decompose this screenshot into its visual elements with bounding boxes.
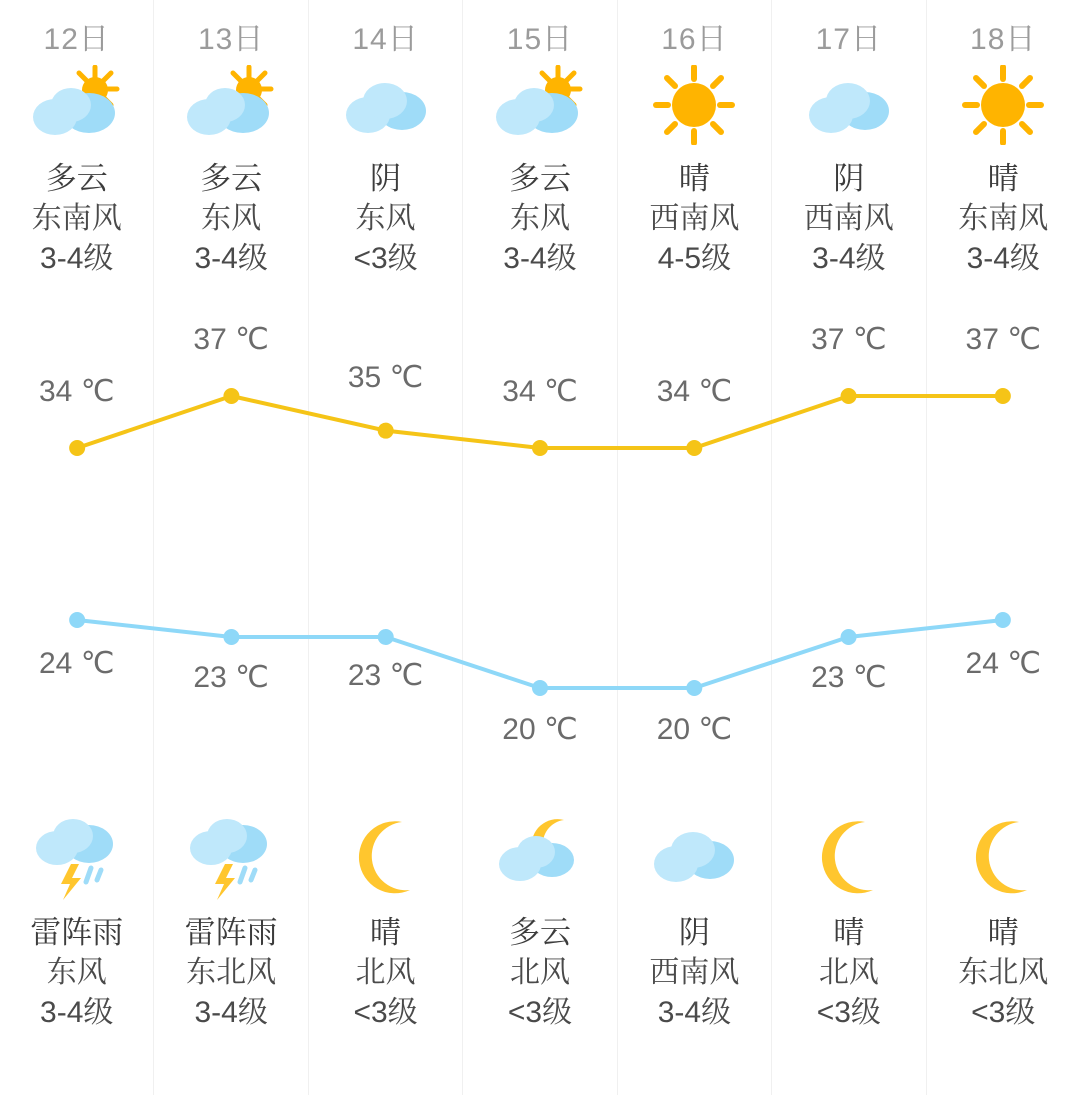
forecast-column[interactable] (463, 0, 617, 1095)
low-temp-label: 23 ℃ (347, 659, 424, 692)
night-wind: 东风 (46, 956, 107, 990)
forecast-column[interactable] (0, 0, 154, 1095)
night-description (0, 912, 153, 1033)
low-temp-label: 20 ℃ (502, 713, 578, 746)
high-temp-label: 37 ℃ (193, 323, 269, 356)
forecast-column[interactable] (618, 0, 772, 1095)
day-label: 15日 (506, 23, 574, 56)
night-weather-icon-moon-icon (927, 812, 1080, 902)
day-wind: 东南风 (31, 202, 122, 236)
night-wind: 北风 (509, 956, 570, 990)
day-weather-icon-sun-behind-cloud-icon (463, 62, 616, 148)
day-wind-level: 3-4级 (966, 242, 1040, 276)
day-weather-icon-sun-behind-cloud-icon (0, 62, 153, 148)
forecast-column[interactable] (154, 0, 308, 1095)
day-wind-level: 3-4级 (40, 242, 114, 276)
night-wind: 东北风 (186, 956, 277, 990)
low-temp-label: 24 ℃ (965, 647, 1041, 680)
day-condition: 多云 (45, 161, 108, 196)
day-wind-level: 3-4级 (812, 242, 886, 276)
day-wind: 东风 (509, 202, 570, 236)
high-temp-label: 34 ℃ (502, 375, 578, 408)
day-condition: 晴 (987, 161, 1019, 196)
night-wind: 北风 (818, 956, 879, 990)
night-weather-icon-moon-behind-cloud-icon (463, 812, 616, 902)
night-condition: 晴 (833, 915, 865, 950)
day-label: 17日 (815, 23, 882, 56)
high-temp-label: 34 ℃ (656, 375, 733, 408)
low-temp-label: 20 ℃ (656, 713, 733, 746)
low-temp-label: 23 ℃ (193, 661, 269, 694)
day-weather-icon-sun-icon (927, 62, 1080, 148)
night-weather-icon-cloud-icon (618, 812, 771, 902)
night-condition: 晴 (370, 915, 402, 950)
forecast-column[interactable] (772, 0, 926, 1095)
night-wind-level: <3级 (971, 996, 1036, 1030)
night-condition: 雷阵雨 (184, 915, 278, 950)
high-temp-label: 37 ℃ (965, 323, 1041, 356)
day-weather-icon-cloud-icon (309, 62, 462, 148)
night-description (463, 912, 616, 1033)
day-condition: 阴 (370, 161, 402, 196)
day-wind: 西南风 (649, 202, 740, 236)
day-condition: 多云 (200, 161, 263, 196)
night-description (309, 912, 462, 1033)
forecast-column[interactable] (309, 0, 463, 1095)
day-wind-level: 3-4级 (194, 242, 268, 276)
high-temp-label: 35 ℃ (347, 361, 424, 394)
day-description (463, 158, 616, 279)
night-condition: 阴 (678, 915, 710, 950)
night-weather-icon-moon-icon (309, 812, 462, 902)
day-description (618, 158, 771, 279)
day-weather-icon-sun-behind-cloud-icon (154, 62, 307, 148)
night-weather-icon-moon-icon (772, 812, 925, 902)
day-condition: 多云 (508, 161, 571, 196)
night-wind-level: <3级 (507, 996, 573, 1030)
day-wind-level: 3-4级 (503, 242, 577, 276)
night-wind: 北风 (355, 956, 416, 990)
night-wind-level: <3级 (353, 996, 418, 1030)
day-weather-icon-cloud-icon (772, 62, 925, 148)
day-label: 16日 (661, 23, 728, 56)
day-wind: 东风 (201, 202, 262, 236)
night-weather-icon-thunderstorm-icon (0, 812, 153, 902)
day-description (927, 158, 1080, 279)
day-wind: 东南风 (958, 202, 1049, 236)
night-weather-icon-thunderstorm-icon (154, 812, 307, 902)
night-description (154, 912, 307, 1033)
night-wind-level: 3-4级 (657, 996, 732, 1030)
day-wind: 西南风 (803, 202, 894, 236)
day-description (772, 158, 925, 279)
day-label: 18日 (970, 23, 1037, 56)
night-description (618, 912, 771, 1033)
low-temp-label: 24 ℃ (39, 647, 115, 680)
night-condition: 雷阵雨 (30, 915, 124, 950)
day-condition: 晴 (678, 161, 710, 196)
day-description (154, 158, 307, 279)
forecast-column[interactable] (927, 0, 1080, 1095)
day-wind-level: <3级 (353, 242, 418, 276)
day-description (309, 158, 462, 279)
day-wind-level: 4-5级 (657, 242, 732, 276)
day-label: 14日 (352, 23, 419, 56)
night-wind-level: 3-4级 (194, 996, 268, 1030)
night-description (927, 912, 1080, 1033)
night-description (772, 912, 925, 1033)
low-temp-label: 23 ℃ (811, 661, 887, 694)
high-temp-label: 34 ℃ (39, 375, 115, 408)
night-condition: 多云 (508, 915, 571, 950)
night-wind-level: 3-4级 (40, 996, 114, 1030)
night-wind-level: <3级 (816, 996, 881, 1030)
day-condition: 阴 (833, 161, 865, 196)
day-weather-icon-sun-icon (618, 62, 771, 148)
night-wind: 西南风 (649, 956, 740, 990)
day-label: 13日 (197, 23, 265, 56)
night-wind: 东北风 (958, 956, 1049, 990)
day-wind: 东风 (355, 202, 416, 236)
high-temp-label: 37 ℃ (811, 323, 887, 356)
day-description (0, 158, 153, 279)
night-condition: 晴 (987, 915, 1019, 950)
day-label: 12日 (43, 23, 110, 56)
